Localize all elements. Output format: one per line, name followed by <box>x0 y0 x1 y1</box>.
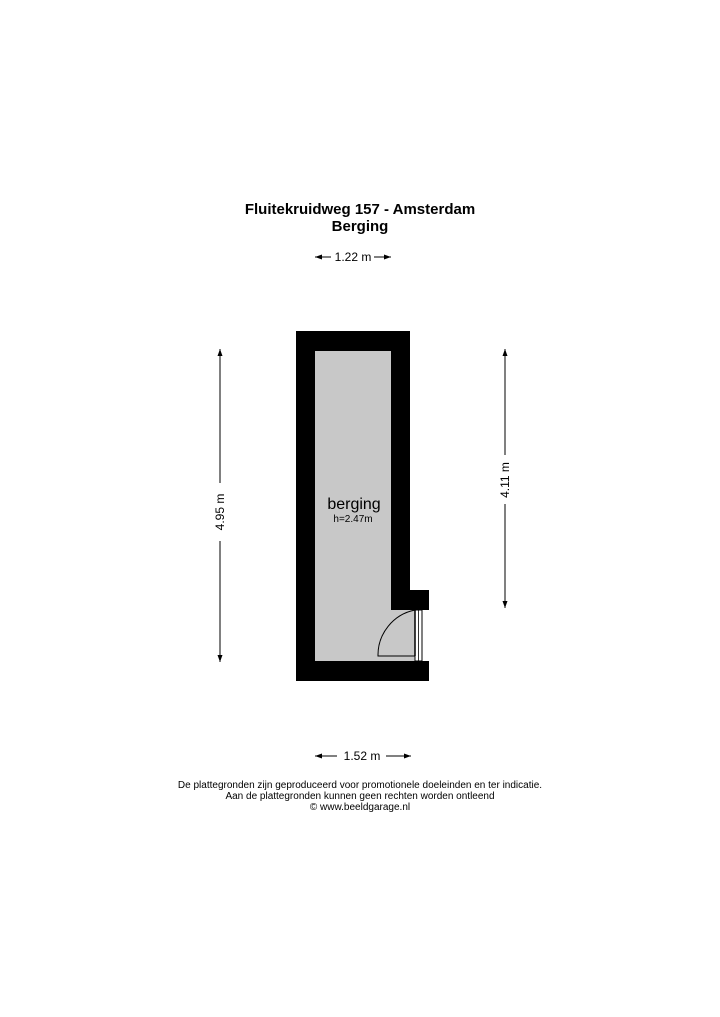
room-name: berging <box>327 496 381 513</box>
dimension-bottom-label: 1.52 m <box>343 749 381 763</box>
plan-subtitle: Berging <box>331 218 389 235</box>
disclaimer-line-1: De plattegronden zijn geproduceerd voor promotionele doeleinden en ter indicatie. <box>177 780 543 791</box>
disclaimer-line-2: Aan de plattegronden kunnen geen rechten worden ontleend <box>225 791 495 802</box>
dimension-right <box>498 349 512 608</box>
dimension-left <box>213 349 227 662</box>
dimension-right-label: 4.11 m <box>498 462 512 498</box>
dimension-bottom <box>315 749 411 763</box>
room-height: h=2.47m <box>333 514 373 525</box>
plan-title: Fluitekruidweg 157 - Amsterdam <box>244 201 476 218</box>
dimension-left-label: 4.95 m <box>213 493 227 531</box>
dimension-top <box>315 250 391 264</box>
copyright-line: © www.beeldgarage.nl <box>309 802 411 813</box>
dimension-top-label: 1.22 m <box>334 250 372 264</box>
